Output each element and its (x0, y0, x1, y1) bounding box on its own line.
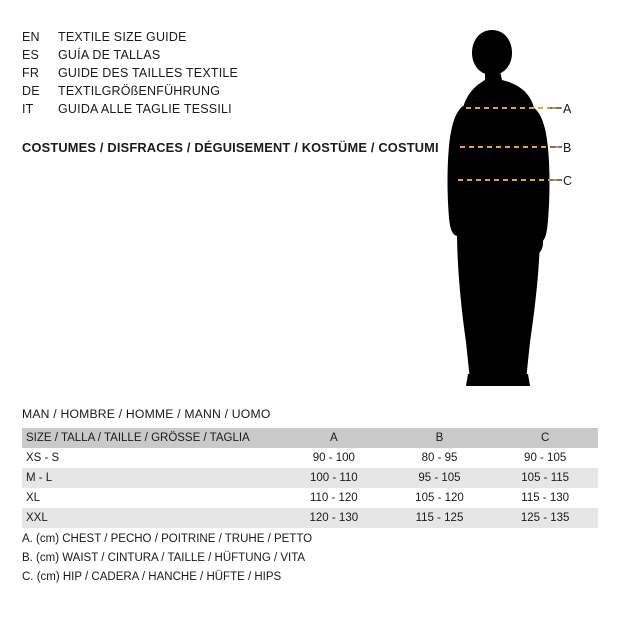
measurement-legend (22, 530, 312, 587)
cell-a: 110 - 120 (309, 492, 358, 504)
language-row (22, 48, 422, 66)
table-row (22, 468, 598, 488)
cell-size: XS - S (26, 452, 60, 464)
language-row (22, 66, 422, 84)
language-title: GUÍA DE TALLAS (58, 48, 161, 62)
legend-item-a: A. (cm) CHEST / PECHO / POITRINE / TRUHE / PETTO (22, 533, 313, 545)
table-row (22, 508, 598, 528)
language-code: IT (22, 102, 34, 116)
table-title: MAN / HOMBRE / HOMME / MANN / UOMO (22, 407, 271, 421)
language-title: TEXTILE SIZE GUIDE (58, 30, 187, 44)
language-title: GUIDA ALLE TAGLIE TESSILI (58, 102, 232, 116)
language-title: TEXTILGRÖßENFÜHRUNG (58, 84, 221, 98)
language-list (22, 30, 422, 120)
legend-item-b: B. (cm) WAIST / CINTURA / TAILLE / HÜFTUNG / VITA (22, 552, 306, 564)
cell-a: 120 - 130 (309, 512, 359, 524)
cell-a: 100 - 110 (309, 472, 358, 484)
table-row (22, 448, 598, 468)
column-header-b: B (435, 432, 444, 444)
language-title: GUIDE DES TAILLES TEXTILE (58, 66, 239, 80)
measure-label-c: C (563, 174, 573, 188)
column-header-c: C (541, 432, 550, 444)
language-row (22, 102, 422, 120)
cell-b: 80 - 95 (421, 452, 458, 464)
legend-item-c: C. (cm) HIP / CADERA / HANCHE / HÜFTE / HIPS (22, 571, 282, 583)
cell-size: XXL (26, 512, 48, 524)
section-title: COSTUMES / DISFRACES / DÉGUISEMENT / KOSTÜME / COSTUMI (22, 140, 439, 155)
column-header-size: SIZE / TALLA / TAILLE / GRÖSSE / TAGLIA (26, 432, 250, 444)
language-code: DE (22, 84, 40, 98)
size-table (22, 428, 598, 528)
table-row (22, 488, 598, 508)
cell-c: 115 - 130 (521, 492, 570, 504)
cell-b: 115 - 125 (415, 512, 464, 524)
cell-a: 90 - 100 (312, 452, 355, 464)
man-silhouette-icon (430, 22, 605, 392)
cell-c: 125 - 135 (520, 512, 570, 524)
table-header-row (22, 428, 598, 448)
language-row (22, 30, 422, 48)
figure-illustration (430, 22, 605, 392)
cell-b: 105 - 120 (415, 492, 464, 504)
language-code: ES (22, 48, 40, 62)
language-code: EN (22, 30, 40, 44)
cell-size: XL (26, 492, 41, 504)
language-row (22, 84, 422, 102)
cell-c: 105 - 115 (521, 472, 570, 484)
measure-label-b: B (563, 141, 572, 155)
language-code: FR (22, 66, 40, 80)
column-header-a: A (329, 432, 338, 444)
measure-label-a: A (563, 102, 572, 116)
cell-b: 95 - 105 (418, 472, 461, 484)
cell-size: M - L (26, 472, 53, 484)
cell-c: 90 - 105 (524, 452, 567, 464)
